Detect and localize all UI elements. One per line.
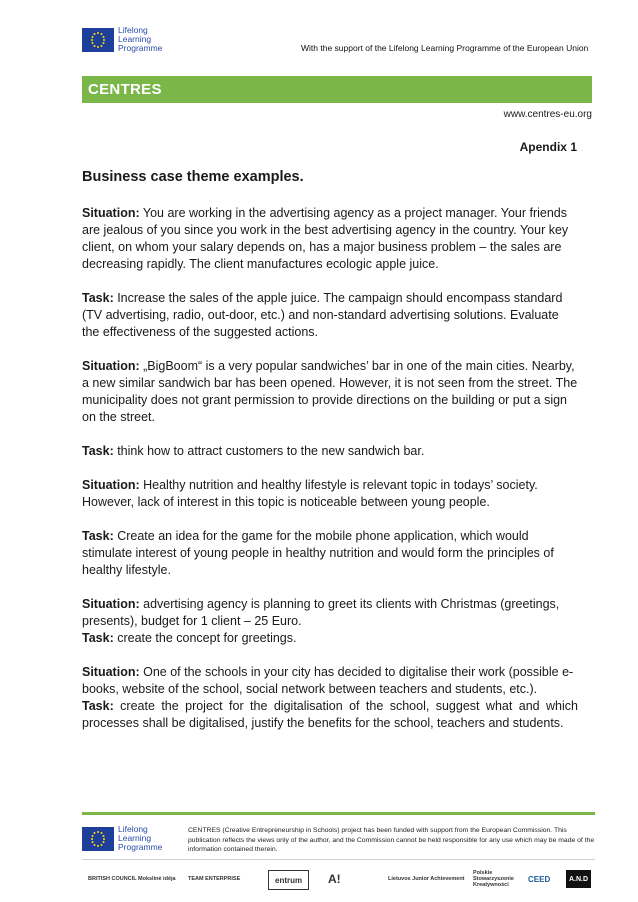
- paragraph-label: Situation:: [82, 597, 140, 611]
- llp-line: Learning: [118, 833, 152, 843]
- appendix-label: Apendix 1: [519, 140, 577, 154]
- paragraph-text: Create an idea for the game for the mobile phone application, which would stimulate interest of young people in healthy nutrition and would form the principles of healthy lifestyle.: [82, 529, 554, 577]
- eu-flag-icon: [82, 28, 114, 52]
- partner-logos: [88, 870, 593, 890]
- centres-banner: [82, 76, 592, 103]
- document-body: [82, 205, 578, 749]
- llp-line: Lifelong: [118, 25, 148, 35]
- partner-logo-ceed: CEED: [528, 874, 551, 884]
- partner-logo-junior-achievement: Lietuvos Junior Achievement: [388, 876, 465, 882]
- partner-logo-british-council: BRITISH COUNCIL: [88, 876, 137, 882]
- paragraph-text: create the project for the digitalisation of the school, suggest what and which processes shall be digitalised, justify the benefits for the school, teachers and students.: [82, 699, 578, 730]
- paragraph: [82, 596, 578, 630]
- llp-line: Learning: [118, 34, 152, 44]
- llp-line: Programme: [118, 842, 163, 852]
- paragraph: [82, 290, 578, 341]
- eu-flag-icon: [82, 827, 114, 851]
- website-link[interactable]: www.centres-eu.org: [503, 109, 592, 120]
- partner-logo-and: A.N.D: [566, 870, 591, 888]
- paragraph-label: Task:: [82, 699, 114, 713]
- paragraph-text: create the concept for greetings.: [113, 631, 297, 645]
- banner-title: CENTRES: [88, 81, 162, 98]
- partner-logo-mokslin-idja: Mokslinė idėja: [138, 876, 176, 882]
- funding-disclaimer: CENTRES (Creative Entrepreneurship in Schools) project has been funded with support from the European Commission. This publication reflects the views only of the author, and the Commission cannot be held responsible for any use which may be made of the information contained therein.: [188, 827, 595, 853]
- paragraph-label: Task:: [82, 291, 114, 305]
- partner-logo-team-enterprise: TEAM ENTERPRISE: [188, 876, 241, 882]
- partner-logo-entrum: entrum: [268, 870, 309, 890]
- paragraph-label: Situation:: [82, 359, 140, 373]
- paragraph-text: One of the schools in your city has decided to digitalise their work (possible e-books, website of the school, social network between teachers and students, etc.).: [82, 665, 574, 696]
- paragraph: [82, 664, 578, 698]
- paragraph: [82, 698, 578, 732]
- paragraph-text: Increase the sales of the apple juice. The campaign should encompass standard (TV advertising, radio, out-door, etc.) and non-standard advertising solutions. Evaluate the effectiveness of the suggested actions.: [82, 291, 563, 339]
- partner-logo-polskie: Polskie Stowarzyszenie Kreatywności: [473, 870, 514, 888]
- paragraph-label: Task:: [82, 444, 114, 458]
- paragraph-label: Situation:: [82, 665, 140, 679]
- llp-line: Programme: [118, 43, 163, 53]
- paragraph: [82, 477, 578, 511]
- paragraph-text: You are working in the advertising agency as a project manager. Your friends are jealous of you since you work in the best advertising agency in the country. Your key client, on whom your salary depends on, has a major business problem – the sales are decreasing rapidly. The client manufactures ecologic apple juice.: [82, 206, 569, 271]
- paragraph: [82, 358, 578, 426]
- paragraph-text: think how to attract customers to the new sandwich bar.: [113, 444, 425, 458]
- paragraph: [82, 528, 578, 579]
- paragraph-label: Task:: [82, 631, 114, 645]
- llp-logo-header: [82, 26, 162, 53]
- support-text: With the support of the Lifelong Learning Programme of the European Union: [301, 43, 589, 53]
- llp-logo-footer: [82, 825, 162, 852]
- document-title: Business case theme examples.: [82, 169, 304, 185]
- footer-divider: [82, 812, 595, 815]
- paragraph-text: „BigBoom“ is a very popular sandwiches’ bar in one of the main cities. Nearby, a new similar sandwich bar has been opened. However, it is not seen from the street. The municipality does not grant permission to provide directions on the building or put a sign on the street.: [82, 359, 578, 424]
- paragraph: [82, 205, 578, 273]
- paragraph-label: Task:: [82, 529, 114, 543]
- paragraph-text: advertising agency is planning to greet its clients with Christmas (greetings, presents), budget for 1 client – 25 Euro.: [82, 597, 560, 628]
- paragraph-text: Healthy nutrition and healthy lifestyle is relevant topic in todays’ society. However, lack of interest in this topic is noticeable between young people.: [82, 478, 538, 509]
- paragraph: [82, 630, 578, 647]
- partner-logo-a: A!: [328, 872, 341, 886]
- paragraph: [82, 443, 578, 460]
- paragraph-label: Situation:: [82, 478, 140, 492]
- paragraph-label: Situation:: [82, 206, 140, 220]
- footer-separator: [82, 859, 595, 860]
- llp-line: Lifelong: [118, 824, 148, 834]
